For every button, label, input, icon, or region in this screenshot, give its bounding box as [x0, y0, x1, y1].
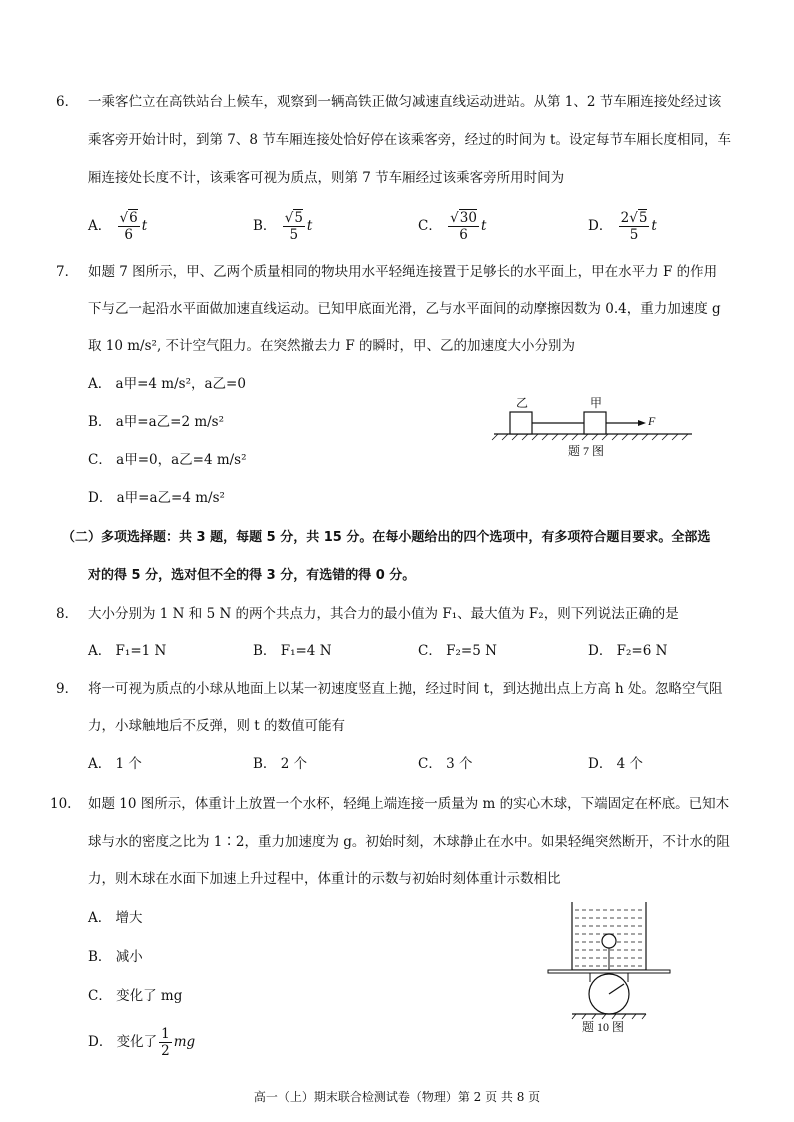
q9-option-d: D． 4 个 — [588, 756, 644, 772]
q8-text-line1: 大小分别为 1 N 和 5 N 的两个共点力，其合力的最小值为 F₁、最大值为 F₂，则下列说法正确的是 — [88, 606, 679, 622]
q7-text-line1: 如题 7 图所示，甲、乙两个质量相同的物块用水平轻绳连接置于足够长的水平面上，甲在水平力 F 的作用 — [88, 264, 718, 280]
ground-hatching — [492, 434, 688, 440]
label-jia: 甲 — [590, 396, 603, 410]
page-footer: 高一（上）期末联合检测试卷（物理）第 2 页 共 8 页 — [253, 1090, 541, 1104]
q10-option-a: A． 增大 — [88, 910, 143, 926]
q7-number: 7． — [56, 264, 79, 280]
q6-text-line2: 乘客旁开始计时，到第 7、8 节车厢连接处恰好停在该乘客旁，经过的时间为 t。设定每节车厢长度相同，车 — [88, 132, 731, 148]
q6-text-line3: 厢连接处长度不计，该乘客可视为质点，则第 7 节车厢经过该乘客旁所用时间为 — [88, 170, 565, 186]
q8-option-b: B． F₁=4 N — [253, 643, 332, 659]
q10-option-b: B． 减小 — [88, 949, 143, 965]
q8-option-c: C． F₂=5 N — [418, 643, 497, 659]
block-jia — [584, 412, 606, 434]
scale-platform — [548, 970, 670, 973]
q6-option-b: B． $\frac{√5}{5}$ t — [253, 210, 313, 243]
force-arrow-head — [638, 420, 646, 426]
q7-option-d: D． a甲=a乙=4 m/s² — [88, 490, 225, 506]
q9-text-line1: 将一可视为质点的小球从地面上以某一初速度竖直上抛，经过时间 t，到达抛出点上方高 h 处。忽略空气阻 — [88, 681, 723, 697]
q7-option-b: B． a甲=a乙=2 m/s² — [88, 414, 225, 430]
q6-text-line1: 一乘客伫立在高铁站台上候车，观察到一辆高铁正做匀减速直线运动进站。从第 1、2 节车厢连接处经过该 — [88, 94, 722, 110]
q10-text-line1: 如题 10 图所示，体重计上放置一个水杯，轻绳上端连接一质量为 m 的实心木球，下端固定在杯底。已知木 — [88, 796, 730, 812]
q7-text-line3: 取 10 m/s², 不计空气阻力。在突然撤去力 F 的瞬时，甲、乙的加速度大小分别为 — [88, 338, 575, 354]
section-2-header-line1: （二）多项选择题：共 3 题，每题 5 分，共 15 分。在每小题给出的四个选项中，有多项符合题目要求。全部选 — [62, 530, 711, 545]
q8-option-a: A． F₁=1 N — [88, 643, 167, 659]
block-yi — [510, 412, 532, 434]
q6-option-c: C． $\frac{√30}{6}$ t — [418, 210, 487, 243]
q7-option-c: C． a甲=0，a乙=4 m/s² — [88, 452, 247, 468]
q8-option-d: D． F₂=6 N — [588, 643, 668, 659]
label-yi: 乙 — [516, 396, 529, 410]
q10-option-d: D． 变化了 $\frac{1}{2}$ mg — [88, 1026, 196, 1059]
q9-text-line2: 力，小球触地后不反弹，则 t 的数值可能有 — [88, 718, 346, 734]
q10-text-line3: 力，则木球在水面下加速上升过程中，体重计的示数与初始时刻体重计示数相比 — [88, 871, 561, 887]
figure-7-caption: 题 7 图 — [568, 444, 605, 458]
q10-number: 10. — [50, 796, 72, 812]
q9-number: 9． — [56, 681, 79, 697]
label-force-f: F — [648, 414, 656, 428]
q10-text-line2: 球与水的密度之比为 1∶2，重力加速度为 g。初始时刻，木球静止在水中。如果轻绳突然断开，不计水的阻 — [88, 834, 730, 850]
q7-text-line2: 下与乙一起沿水平面做加速直线运动。已知甲底面光滑，乙与水平面间的动摩擦因数为 0.4，重力加速度 g — [88, 301, 721, 317]
q7-option-a: A． a甲=4 m/s²，a乙=0 — [88, 376, 246, 392]
q6-number: 6． — [56, 94, 79, 110]
section-2-header-line2: 对的得 5 分，选对但不全的得 3 分，有选错的得 0 分。 — [88, 568, 416, 583]
wooden-ball — [602, 934, 616, 948]
q9-option-b: B． 2 个 — [253, 756, 308, 772]
q9-option-a: A． 1 个 — [88, 756, 142, 772]
q6-option-d: D． $\frac{2√5}{5}$ t — [588, 210, 657, 243]
figure-10-diagram — [544, 898, 674, 1022]
q9-option-c: C． 3 个 — [418, 756, 473, 772]
q10-option-c: C． 变化了 mg — [88, 988, 183, 1004]
figure-10-caption: 题 10 图 — [582, 1020, 625, 1034]
q6-option-a: A． $\frac{√6}{6}$ t — [88, 210, 148, 243]
q8-number: 8． — [56, 606, 79, 622]
